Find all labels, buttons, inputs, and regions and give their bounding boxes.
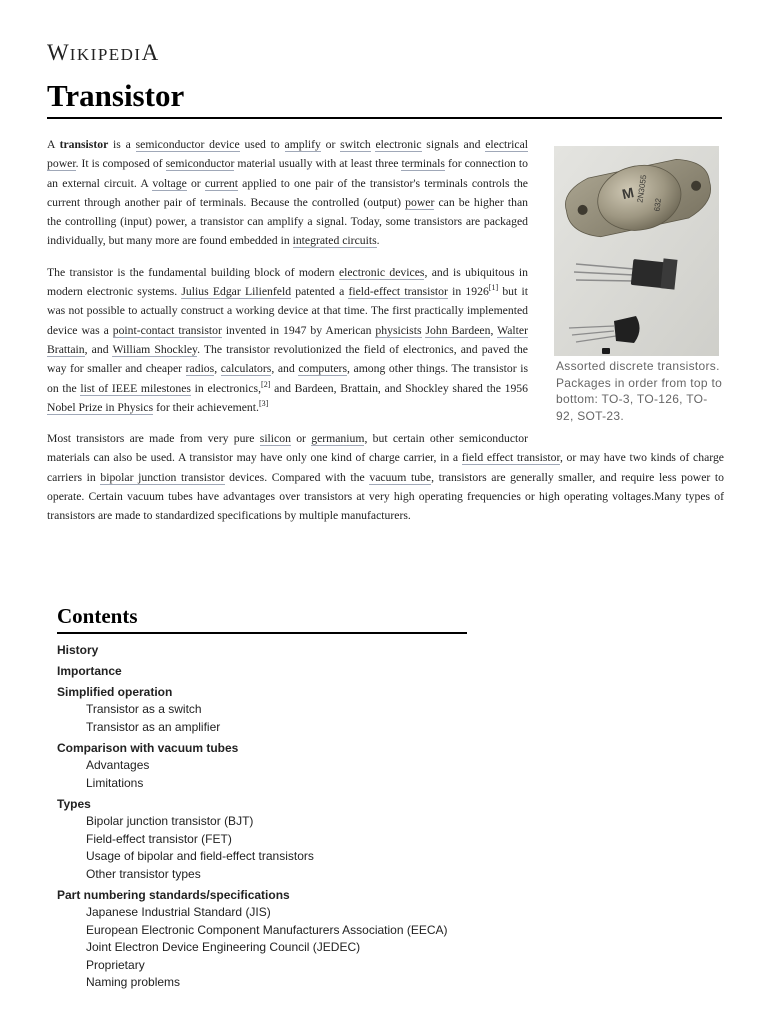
toc-section — [57, 740, 477, 792]
citation-ref[interactable]: [1] — [488, 283, 499, 293]
article-link[interactable]: integrated circuits — [292, 234, 377, 248]
toc-section — [57, 887, 477, 992]
page-title: Transistor — [47, 78, 185, 113]
article-link[interactable]: William Shockley — [112, 342, 198, 356]
article-link[interactable]: germanium — [311, 432, 365, 446]
toc-section-link[interactable]: Types — [57, 797, 91, 811]
bold-term: transistor — [59, 138, 109, 151]
toc-section-link[interactable]: Part numbering standards/specifications — [57, 888, 290, 902]
toc-section-link[interactable]: Comparison with vacuum tubes — [57, 741, 239, 755]
article-link[interactable]: field effect transistor — [461, 451, 560, 465]
article-link[interactable]: terminals — [401, 157, 445, 171]
article-link[interactable]: list of IEEE milestones — [80, 381, 191, 395]
article-link[interactable]: voltage — [152, 176, 187, 190]
toc-subsection-link[interactable]: Transistor as a switch — [86, 702, 202, 716]
wikipedia-logo[interactable]: WIKIPEDIA — [47, 40, 160, 65]
package-mark-code: 632 — [652, 197, 664, 213]
article-link[interactable]: Nobel Prize in Physics — [47, 400, 154, 414]
toc-section-link[interactable]: Importance — [57, 664, 122, 678]
toc-list — [57, 642, 477, 992]
article-link[interactable]: radios — [185, 362, 215, 376]
intro-paragraph-3: Most transistors are made from very pure silicon or germanium, but certain other semiconductor materials can also be used. A transistor may have only one kind of charge carrier, in a field effect transistor, or may have two kinds of charge carriers in bipolar junction transistor devices. Compared with the vacuum tube, transistors are generally smaller, and require less power to operate. Certain vacuum tubes have advantages over transistors at very high operating frequencies or high operating voltages.Many types of transistors are made to standardized specifications by multiple manufacturers. — [47, 432, 725, 523]
package-mark-logo: M — [620, 184, 636, 203]
toc-subsection-link[interactable]: Usage of bipolar and field-effect transistors — [86, 849, 314, 863]
article-link[interactable]: vacuum tube — [369, 470, 432, 484]
article-link[interactable]: computers — [298, 362, 347, 376]
toc-subsection-link[interactable]: Bipolar junction transistor (BJT) — [86, 814, 254, 828]
citation-ref[interactable]: [2] — [261, 379, 271, 389]
toc-section — [57, 796, 477, 883]
article-link[interactable]: power — [405, 195, 435, 209]
toc-subsection-link[interactable]: Advantages — [86, 758, 150, 772]
article-link[interactable]: silicon — [259, 432, 291, 446]
toc-section — [57, 663, 477, 680]
article-link[interactable]: electronic — [375, 138, 422, 151]
article-link[interactable]: point-contact transistor — [112, 323, 222, 337]
toc-subsection-link[interactable]: Japanese Industrial Standard (JIS) — [86, 905, 271, 919]
intro-paragraph-1: A transistor is a semiconductor device used to amplify or switch electronic signals and electrical power. It is composed of semiconductor material usually with at least three terminals for connection to an external circuit. A voltage or current applied to one pair of the transistor's terminals controls the current through another pair of terminals. Because the controlled (output) power can be higher than the controlling (input) power, a transistor can amplify a signal. Today, some transistors are packaged individually, but many more are found embedded in integrated circuits. — [47, 138, 529, 248]
article-link[interactable]: Julius Edgar Lilienfeld — [181, 285, 292, 299]
table-of-contents — [57, 603, 477, 992]
article-link[interactable]: Walter Brattain — [47, 323, 528, 356]
toc-section — [57, 642, 477, 659]
toc-subsection-link[interactable]: Transistor as an amplifier — [86, 719, 221, 734]
article-link[interactable]: bipolar junction transistor — [100, 470, 225, 484]
toc-heading: Contents — [57, 603, 467, 634]
article-link[interactable]: field-effect transistor — [348, 285, 448, 299]
intro-paragraph-2: The transistor is the fundamental building block of modern electronic devices, and is ubiquitous in modern electronic systems. Julius Edgar Lilienfeld patented a field-effect transistor in 1926[1] but it was not possible to actually construct a working device at that time. The first practically implemented device was a point-contact transistor invented in 1947 by American physicists John Bardeen, Walter Brattain, and William Shockley. The transistor revolutionized the field of electronics, and paved the way for smaller and cheaper radios, calculators, and computers, among other things. The transistor is on the list of IEEE milestones in electronics,[2] and Bardeen, Brattain, and Shockley shared the 1956 Nobel Prize in Physics for their achievement.[3] — [47, 265, 529, 414]
article-link[interactable]: current — [204, 176, 238, 190]
figure-caption: Assorted discrete transistors. Packages in order from top to bottom: TO-3, TO-126, TO-92, SOT-23. — [556, 359, 723, 423]
package-mark-part: 2N3055 — [635, 174, 649, 204]
article-link[interactable]: electronic devices — [338, 265, 425, 279]
transistors-photo[interactable] — [554, 146, 719, 356]
article-link[interactable]: switch — [340, 138, 371, 151]
toc-subsection-link[interactable]: Proprietary — [86, 957, 145, 972]
toc-subsection-link[interactable]: Joint Electron Device Engineering Council (JEDEC) — [86, 940, 361, 954]
figure — [554, 146, 724, 424]
article-link[interactable]: physicists — [375, 323, 422, 337]
toc-section — [57, 684, 477, 736]
article-link[interactable]: semiconductor device — [135, 138, 240, 151]
title-divider — [47, 117, 722, 119]
article-link[interactable]: semiconductor — [165, 157, 235, 171]
toc-subsection-link[interactable]: Other transistor types — [86, 866, 201, 881]
toc-subsection-link[interactable]: Naming problems — [86, 975, 181, 989]
toc-section-link[interactable]: Simplified operation — [57, 685, 173, 699]
toc-section-link[interactable]: History — [57, 643, 99, 657]
article-link[interactable]: electrical power — [47, 138, 529, 171]
article-link[interactable]: calculators — [220, 362, 272, 376]
toc-subsection-link[interactable]: European Electronic Component Manufacturers Association (EECA) — [86, 922, 448, 937]
citation-ref[interactable]: [3] — [258, 398, 269, 408]
toc-subsection-link[interactable]: Limitations — [86, 775, 144, 790]
article-link[interactable]: John Bardeen — [425, 323, 491, 337]
article-link[interactable]: amplify — [284, 138, 321, 151]
toc-subsection-link[interactable]: Field-effect transistor (FET) — [86, 831, 232, 846]
article-body — [47, 135, 724, 538]
